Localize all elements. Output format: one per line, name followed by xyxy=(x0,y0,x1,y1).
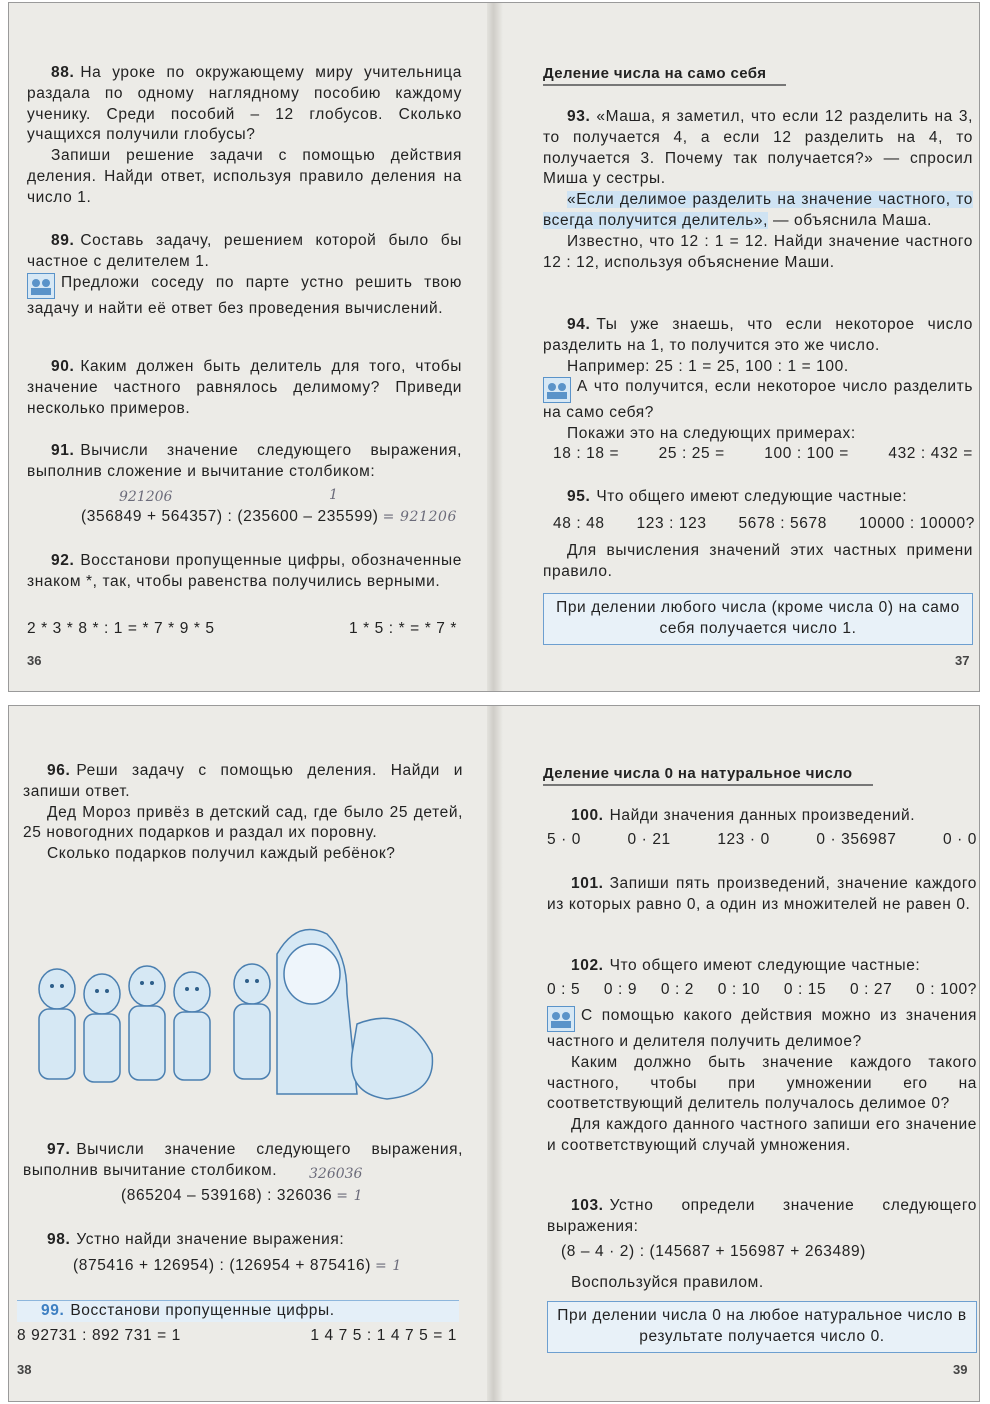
products-row xyxy=(547,830,977,851)
exercise-number: 88. xyxy=(51,64,75,81)
quotient: 10000 : 10000? xyxy=(858,515,975,532)
exercise-text: — объяснила Маша. xyxy=(768,211,933,229)
equations-row xyxy=(27,619,457,640)
page-number: 37 xyxy=(955,653,970,668)
exercise-text: Что общего имеют следующие частные: xyxy=(596,488,908,505)
handwritten-note: 921206 xyxy=(119,489,173,505)
exercise-text: Восстанови пропущенные цифры. xyxy=(70,1302,335,1319)
book-spread-bottom xyxy=(8,705,980,1402)
exercise-102 xyxy=(547,956,977,977)
exercise-text: Предложи соседу по парте устно решить твою задачу и найти её ответ без проведения вычислений. xyxy=(27,273,462,317)
product: 123 · 0 xyxy=(717,831,770,848)
exercise-100 xyxy=(547,806,977,827)
expression xyxy=(73,1256,402,1277)
exercise-89 xyxy=(27,231,462,319)
quotient: 0 : 15 xyxy=(783,981,827,998)
exercise-102-continued xyxy=(547,1006,977,1157)
exercise-number: 95. xyxy=(567,488,591,505)
exercise-97 xyxy=(23,1140,463,1182)
quotient: 5678 : 5678 xyxy=(738,515,827,532)
exercise-text: Восстанови пропущенные цифры, обозначенные знаком *, так, чтобы равенства получились верными. xyxy=(27,552,462,590)
product: 5 · 0 xyxy=(547,831,582,848)
exercise-number: 101. xyxy=(571,875,604,892)
equation: 1 4 7 5 : 1 4 7 5 = 1 xyxy=(310,1327,457,1344)
exercise-number: 90. xyxy=(51,358,75,375)
exercise-number: 97. xyxy=(47,1141,71,1158)
book-gutter xyxy=(487,706,503,1401)
quotient: 123 : 123 xyxy=(636,515,707,532)
exercise-98 xyxy=(23,1230,463,1251)
quotient: 0 : 5 xyxy=(547,981,581,998)
exercise-text: Покажи это на следующих примерах: xyxy=(567,425,856,443)
product: 0 · 356987 xyxy=(816,831,897,848)
exercise-91 xyxy=(27,441,462,483)
exercise-92 xyxy=(27,551,462,593)
expression xyxy=(121,1186,363,1207)
exercise-text: А что получится, если некоторое число разделить на само себя? xyxy=(543,378,973,422)
exercise-text: С помощью какого действия можно из значения частного и делителя получить делимое? xyxy=(547,1007,977,1050)
exercise-text: Запиши пять произведений, значение каждого из которых равно 0, а один из множителей не равен 0. xyxy=(547,875,977,913)
santa-children-illustration xyxy=(27,914,447,1104)
expression-text: (8 – 4 · 2) : (145687 + 156987 + 263489) xyxy=(561,1243,866,1260)
expression-text: (875416 + 126954) : (126954 + 875416) xyxy=(73,1257,371,1274)
expression-text: (865204 – 539168) : 326036 xyxy=(121,1187,333,1204)
instruction xyxy=(571,1273,764,1294)
exercise-number: 91. xyxy=(51,442,75,459)
exercise-93 xyxy=(543,107,973,273)
exercise-text: Например: 25 : 1 = 25, 100 : 1 = 100. xyxy=(567,357,849,375)
quotient: 0 : 100? xyxy=(916,981,977,998)
exercise-text: Найди значения данных произведений. xyxy=(609,807,916,824)
exercise-text: Для вычисления значений этих частных примени правило. xyxy=(543,542,973,580)
book-spread-top xyxy=(8,2,980,692)
examples-row xyxy=(553,444,973,465)
exercise-text: Воспользуйся правилом. xyxy=(571,1274,764,1291)
handwritten-note: 326036 xyxy=(309,1166,363,1182)
quotient: 0 : 27 xyxy=(849,981,893,998)
exercise-text: Устно определи значение следующего выражения: xyxy=(547,1197,977,1235)
exercise-number: 99. xyxy=(41,1302,65,1319)
quotients-row xyxy=(547,980,977,1001)
page-39 xyxy=(503,706,979,1401)
exercise-number: 100. xyxy=(571,807,604,824)
handwritten-note: 1 xyxy=(329,487,338,503)
quotient: 0 : 9 xyxy=(603,981,638,998)
handwritten-answer: = 1 xyxy=(374,1258,402,1274)
quotient: 0 : 10 xyxy=(717,981,761,998)
example: 100 : 100 = xyxy=(764,445,849,462)
product: 0 · 0 xyxy=(942,831,977,848)
exercise-number: 102. xyxy=(571,957,604,974)
exercise-number: 89. xyxy=(51,232,75,249)
equations-row xyxy=(17,1326,457,1347)
pair-work-icon xyxy=(547,1006,575,1032)
exercise-number: 92. xyxy=(51,552,75,569)
exercise-text: Запиши решение задачи с помощью действия деления. Найди ответ, используя правило деления на число 1. xyxy=(27,147,462,206)
exercise-number: 103. xyxy=(571,1197,604,1214)
equation: 8 92731 : 892 731 = 1 xyxy=(17,1327,181,1344)
page-37 xyxy=(503,3,979,691)
exercise-99 xyxy=(17,1300,459,1322)
highlighted-quote: «Если делимое разделить на значение частного, то всегда получится делитель», xyxy=(543,191,973,229)
exercise-text: Дед Мороз привёз в детский сад, где было 25 детей, 25 новогодних подарков и раздал их поровну. xyxy=(23,803,463,842)
example: 25 : 25 = xyxy=(658,445,725,462)
rule-box: При делении числа 0 на любое натуральное число в результате получается число 0. xyxy=(547,1301,977,1353)
pair-work-icon xyxy=(27,273,55,299)
exercise-text: Что общего имеют следующие частные: xyxy=(609,957,921,974)
expression xyxy=(561,1242,866,1263)
expression xyxy=(81,507,457,528)
exercise-96 xyxy=(23,761,463,865)
equation: 2 * 3 * 8 * : 1 = * 7 * 9 * 5 xyxy=(27,620,215,637)
exercise-text: Вычисли значение следующего выражения, выполнив вычитание столбиком. xyxy=(23,1141,463,1179)
example: 432 : 432 = xyxy=(888,445,973,462)
exercise-text: «Маша, я заметил, что если 12 разделить на 3, то получается 4, а если 12 разделить на 4, то получается 3. Почему так получается?» — спросил Миша у сестры. xyxy=(543,108,973,188)
quotient: 0 : 2 xyxy=(660,981,694,998)
quotients-row xyxy=(553,514,975,535)
exercise-text: Устно найди значение выражения: xyxy=(76,1231,345,1248)
exercise-text: Вычисли значение следующего выражения, выполнив сложение и вычитание столбиком: xyxy=(27,442,462,480)
exercise-text: Реши задачу с помощью деления. Найди и запиши ответ. xyxy=(23,762,463,800)
exercise-88 xyxy=(27,63,462,209)
page-number: 39 xyxy=(953,1362,968,1377)
exercise-101 xyxy=(547,874,977,916)
exercise-94 xyxy=(543,315,973,445)
exercise-text: Составь задачу, решением которой было бы частное с делителем 1. xyxy=(27,232,462,270)
exercise-95 xyxy=(543,487,973,508)
product: 0 · 21 xyxy=(627,831,671,848)
exercise-text: Каким должен быть делитель для того, чтобы значение частного равнялось делимому? Приведи несколько примеров. xyxy=(27,358,462,417)
section-heading: Деление числа 0 на натуральное число xyxy=(543,765,853,782)
exercise-95-continued xyxy=(543,541,973,583)
book-gutter xyxy=(487,3,503,691)
equation: 1 * 5 : * = * 7 * xyxy=(349,620,457,637)
handwritten-answer: = 921206 xyxy=(382,509,457,525)
page-38 xyxy=(9,706,487,1401)
quotient: 48 : 48 xyxy=(553,515,605,532)
exercise-text: Для каждого данного частного запиши его значение и соответствующий случай умножения. xyxy=(547,1116,977,1154)
expression-text: (356849 + 564357) : (235600 – 235599) xyxy=(81,508,379,525)
page-number: 38 xyxy=(17,1362,32,1377)
exercise-text: Известно, что 12 : 1 = 12. Найди значение частного 12 : 12, используя объяснение Маши. xyxy=(543,232,973,271)
handwritten-answer: = 1 xyxy=(336,1188,364,1204)
exercise-90 xyxy=(27,357,462,419)
page-36 xyxy=(9,3,487,691)
exercise-number: 98. xyxy=(47,1231,71,1248)
exercise-number: 94. xyxy=(567,316,591,333)
exercise-103 xyxy=(547,1196,977,1238)
exercise-text: На уроке по окружающему миру учительница раздала по одному наглядному пособию каждому ученику. Среди пособий – 12 глобусов. Сколько учащихся получили глобусы? xyxy=(27,64,462,144)
exercise-number: 93. xyxy=(567,108,591,125)
exercise-text: Ты уже знаешь, что если некоторое число разделить на 1, то получится это же число. xyxy=(543,316,973,354)
exercise-text: Сколько подарков получил каждый ребёнок? xyxy=(47,845,396,863)
pair-work-icon xyxy=(543,377,571,403)
section-heading: Деление числа на само себя xyxy=(543,65,767,82)
page-number: 36 xyxy=(27,653,42,668)
exercise-number: 96. xyxy=(47,762,71,779)
exercise-text: Каким должно быть значение каждого такого частного, чтобы при умножении его на соответствующий делитель получалось делимое 0? xyxy=(547,1053,977,1113)
example: 18 : 18 = xyxy=(553,445,620,462)
rule-box: При делении любого числа (кроме числа 0) на само себя получается число 1. xyxy=(543,593,973,645)
